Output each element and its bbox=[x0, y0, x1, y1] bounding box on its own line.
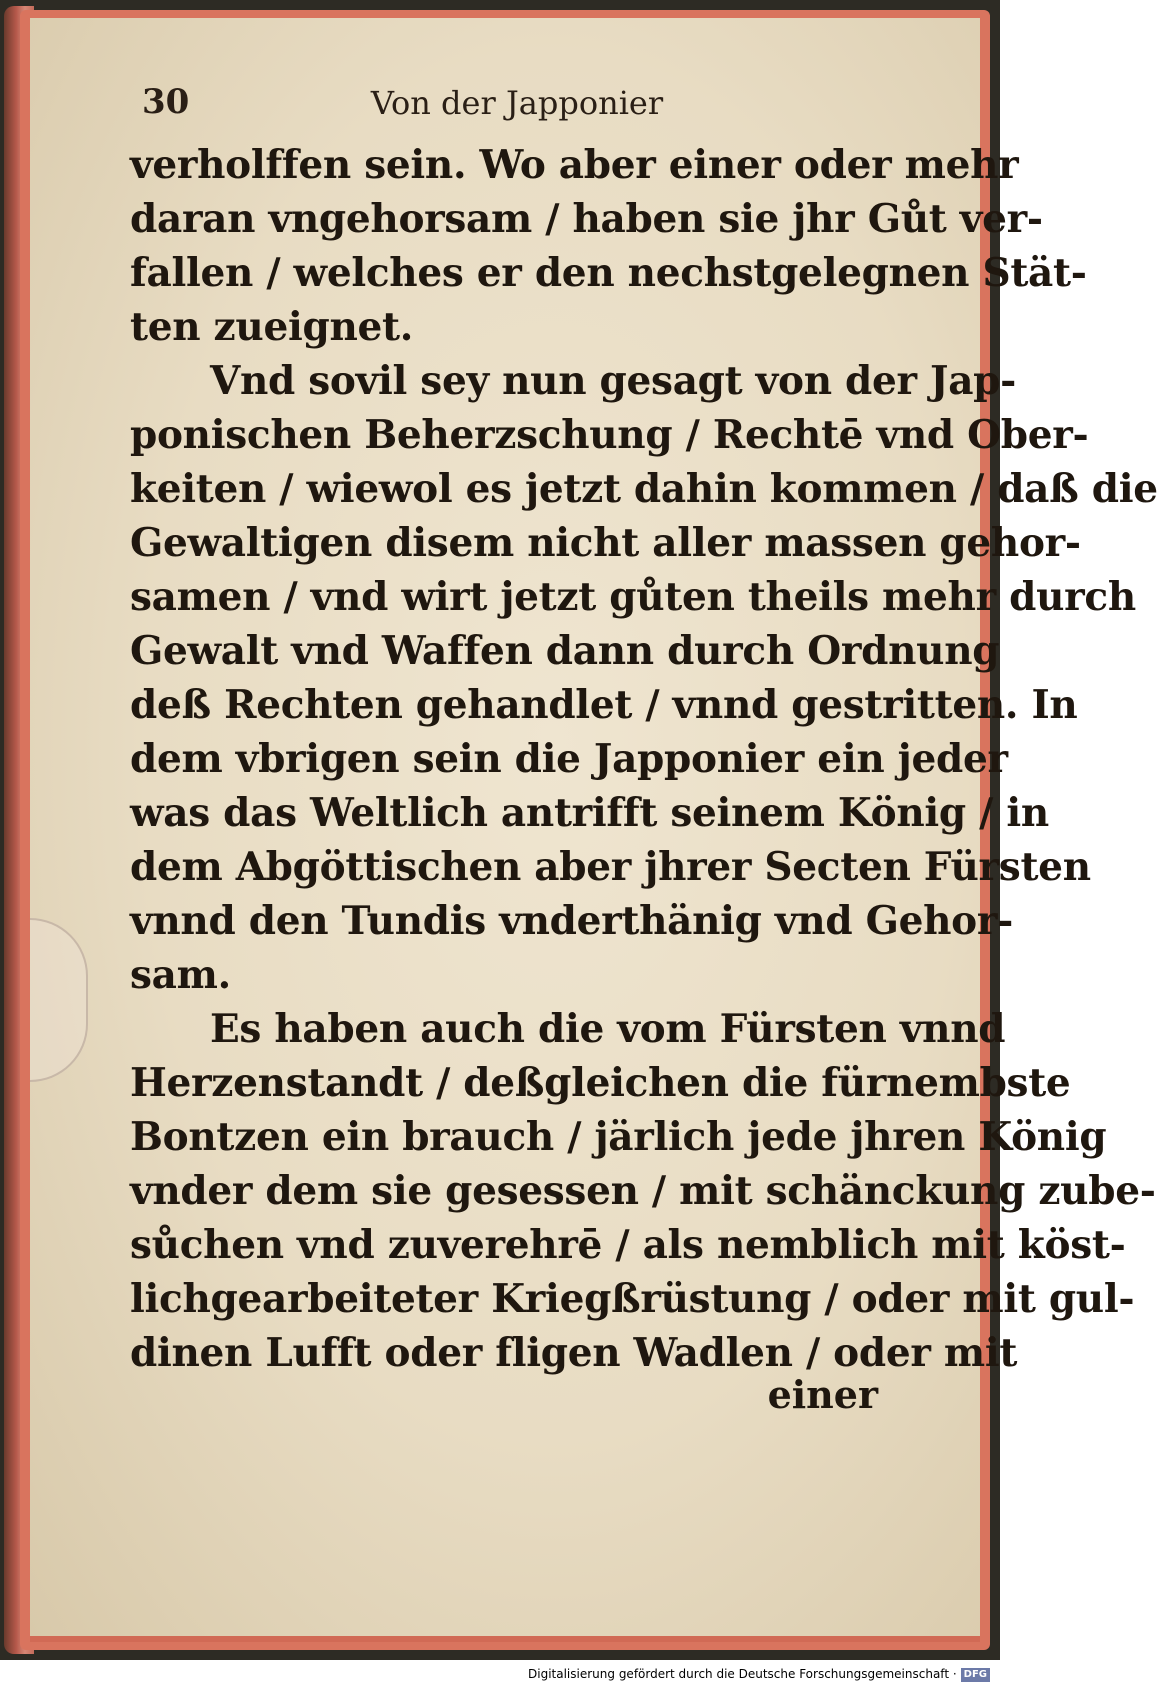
text-line: Es haben auch die vom Fürsten vnnd bbox=[210, 1006, 1006, 1052]
text-line: verholffen sein. Wo aber einer oder mehr bbox=[130, 142, 1019, 188]
text-line: vnnd den Tundis vnderthänig vnd Gehor- bbox=[130, 898, 1013, 944]
text-block bbox=[130, 138, 1158, 1380]
text-line: keiten / wiewol es jetzt dahin kommen / daß die bbox=[130, 466, 1158, 512]
text-line: lichgearbeiteter Kriegßrüstung / oder mit gul- bbox=[130, 1276, 1135, 1322]
text-line: samen / vnd wirt jetzt gůten theils mehr durch bbox=[130, 574, 1136, 620]
text-line: dinen Lufft oder fligen Wadlen / oder mit bbox=[130, 1330, 1018, 1376]
text-line: dem Abgöttischen aber jhrer Secten Fürsten bbox=[130, 844, 1091, 890]
text-line: sůchen vnd zuverehrē / als nemblich mit köst- bbox=[130, 1222, 1126, 1268]
text-line: Gewalt vnd Waffen dann durch Ordnung bbox=[130, 628, 1000, 674]
text-line: sam. bbox=[130, 952, 231, 998]
page-clip bbox=[30, 918, 88, 1082]
text-line: vnder dem sie gesessen / mit schänckung zube- bbox=[130, 1168, 1156, 1214]
text-line: ponischen Beherzschung / Rechtē vnd Ober- bbox=[130, 412, 1089, 458]
page-header bbox=[142, 82, 892, 128]
book-page bbox=[30, 18, 1158, 1642]
catchword: einer bbox=[767, 1372, 878, 1417]
text-line: Bontzen ein brauch / järlich jede jhren König bbox=[130, 1114, 1107, 1160]
text-line: Vnd sovil sey nun gesagt von der Jap- bbox=[210, 358, 1017, 404]
credit-text: Digitalisierung gefördert durch die Deutsche Forschungsgemeinschaft · bbox=[528, 1667, 957, 1681]
page-number: 30 bbox=[142, 82, 190, 122]
text-line: daran vngehorsam / haben sie jhr Gůt ver- bbox=[130, 196, 1043, 242]
dfg-logo: DFG bbox=[961, 1668, 990, 1682]
text-line: was das Weltlich antrifft seinem König / in bbox=[130, 790, 1049, 836]
text-line: ten zueignet. bbox=[130, 304, 414, 350]
text-line: fallen / welches er den nechstgelegnen Stät- bbox=[130, 250, 1087, 296]
running-head: Von der Japponier bbox=[370, 84, 664, 122]
digitization-credit bbox=[0, 1664, 1000, 1688]
text-line: dem vbrigen sein die Japponier ein jeder bbox=[130, 736, 1008, 782]
text-line: deß Rechten gehandlet / vnnd gestritten. In bbox=[130, 682, 1078, 728]
text-line: Gewaltigen disem nicht aller massen gehor- bbox=[130, 520, 1081, 566]
text-line: Herzenstandt / deßgleichen die fürnembste bbox=[130, 1060, 1071, 1106]
